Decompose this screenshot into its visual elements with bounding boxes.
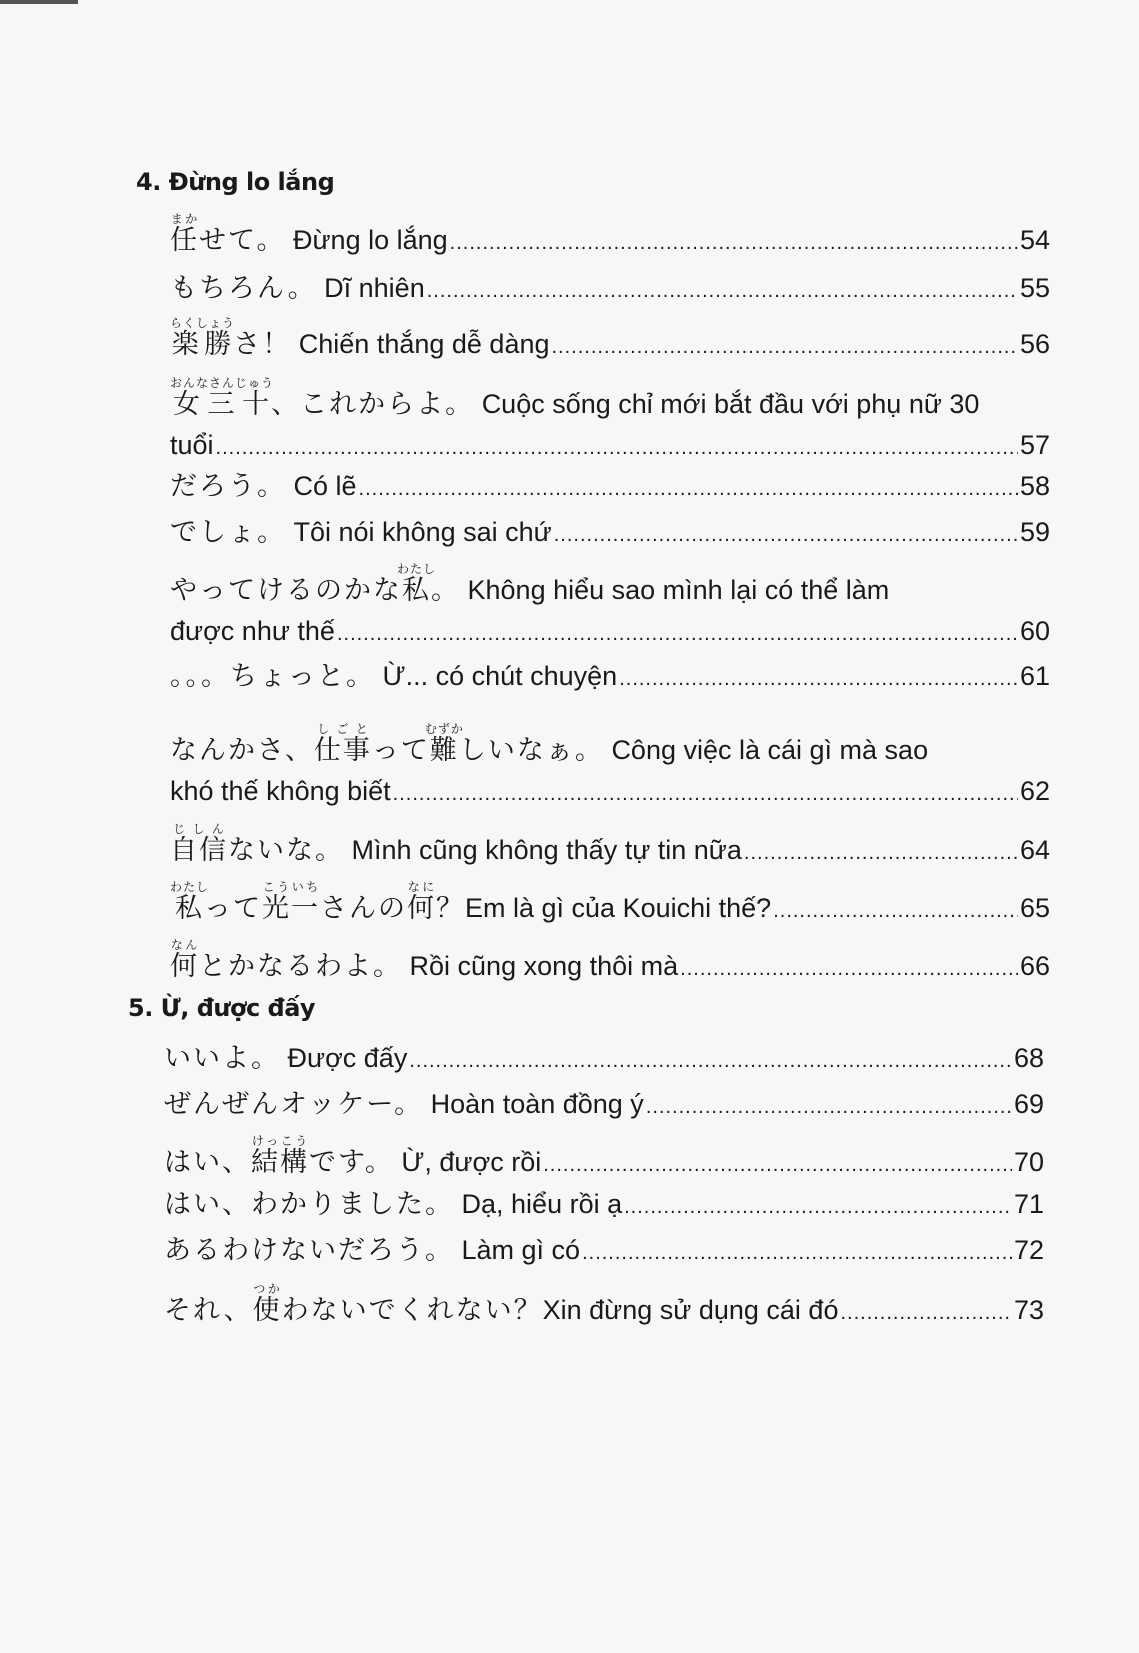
toc-entry[interactable]	[164, 1084, 1044, 1127]
leader-dots	[582, 1233, 1012, 1273]
entry-label: なんかさ、仕事しごとって難むずかしいなぁ。 Công việc là cái gì mà sao	[170, 722, 929, 766]
leader-dots	[393, 774, 1018, 814]
entry-label: 自信じしんないな。 Mình cũng không thấy tự tin nữa	[170, 822, 742, 866]
leader-dots	[359, 469, 1018, 509]
page-number: 72	[1013, 1235, 1044, 1265]
leader-dots	[543, 1145, 1012, 1185]
leader-dots	[216, 428, 1018, 468]
page-number: 59	[1019, 517, 1050, 547]
entry-label: もちろん。 Dĩ nhiên	[170, 273, 425, 304]
toc-entry[interactable]	[164, 1282, 1044, 1333]
leader-dots	[624, 1187, 1012, 1227]
page-number: 66	[1019, 951, 1050, 981]
leader-dots	[450, 223, 1018, 263]
page-number: 61	[1019, 661, 1050, 691]
entry-label: だろう。 Có lẽ	[170, 471, 357, 502]
page-number: 57	[1019, 430, 1050, 460]
entry-label: でしょ。 Tôi nói không sai chứ	[170, 517, 552, 548]
toc-entry[interactable]	[170, 562, 1050, 654]
toc-entry[interactable]	[164, 1134, 1044, 1185]
page-number: 62	[1019, 776, 1050, 806]
page-number: 70	[1013, 1147, 1044, 1177]
toc-entry[interactable]	[170, 656, 1050, 699]
toc-entry[interactable]	[164, 1230, 1044, 1273]
toc-entry[interactable]	[170, 212, 1050, 263]
entry-label: いいよ。 Được đấy	[164, 1043, 408, 1074]
entry-label: ぜんぜんオッケー。 Hoàn toàn đồng ý	[164, 1089, 644, 1120]
section-title-4: 4. Đừng lo lắng	[136, 168, 335, 196]
page-number: 68	[1013, 1043, 1044, 1073]
entry-label: やってけるのかな私わたし。 Không hiểu sao mình lại có thể làm	[170, 562, 890, 606]
toc-entry[interactable]	[170, 268, 1050, 311]
leader-dots	[840, 1293, 1011, 1333]
leader-dots	[409, 1041, 1012, 1081]
leader-dots	[619, 659, 1018, 699]
leader-dots	[773, 891, 1018, 931]
toc-entry[interactable]	[170, 512, 1050, 555]
entry-label-cont: được như thế	[170, 616, 335, 646]
entry-label: はい、わかりました。 Dạ, hiểu rồi ạ	[164, 1189, 623, 1220]
leader-dots	[552, 327, 1018, 367]
toc-entry[interactable]	[170, 376, 1050, 468]
entry-label: 私わたしって光一こういちさんの何なに？Em là gì của Kouichi thế?	[170, 880, 772, 924]
page-number: 55	[1019, 273, 1050, 303]
entry-label-cont: tuổi	[170, 430, 214, 460]
toc-entry[interactable]	[170, 722, 1050, 814]
toc-entry[interactable]	[170, 938, 1050, 989]
page-number: 73	[1013, 1295, 1044, 1325]
entry-label: それ、使つかわないでくれない？Xin đừng sử dụng cái đó	[164, 1282, 839, 1326]
page-number: 60	[1019, 616, 1050, 646]
page-number: 69	[1013, 1089, 1044, 1119]
entry-label: 。。。ちょっと。 Ừ... có chút chuyện	[170, 661, 618, 692]
page-number: 58	[1019, 471, 1050, 501]
page-number: 64	[1019, 835, 1050, 865]
toc-entry[interactable]	[164, 1184, 1044, 1227]
toc-entry[interactable]	[170, 880, 1050, 931]
scan-edge-mark	[0, 0, 78, 4]
page-number: 71	[1013, 1189, 1044, 1219]
leader-dots	[337, 614, 1018, 654]
entry-label: 何なんとかなるわよ。 Rồi cũng xong thôi mà	[170, 938, 679, 982]
leader-dots	[646, 1087, 1012, 1127]
entry-label: はい、結構けっこうです。 Ừ, được rồi	[164, 1134, 542, 1178]
toc-entry[interactable]	[170, 316, 1050, 367]
page-number: 56	[1019, 329, 1050, 359]
page-number: 54	[1019, 225, 1050, 255]
leader-dots	[427, 271, 1018, 311]
page-number: 65	[1019, 893, 1050, 923]
toc-entry[interactable]	[170, 822, 1050, 873]
entry-label: 任まかせて。 Đừng lo lắng	[170, 212, 448, 256]
leader-dots	[744, 833, 1018, 873]
toc-entry[interactable]	[170, 466, 1050, 509]
leader-dots	[554, 515, 1018, 555]
entry-label: あるわけないだろう。 Làm gì có	[164, 1235, 581, 1266]
entry-label-cont: khó thế không biết	[170, 776, 391, 806]
section-title-5: 5. Ừ, được đấy	[128, 994, 316, 1022]
entry-label: 女三十おんなさんじゅう、これからよ。 Cuộc sống chỉ mới bắt đầu với phụ nữ 30	[170, 376, 980, 420]
entry-label: 楽勝らくしょうさ！ Chiến thắng dễ dàng	[170, 316, 550, 360]
toc-entry[interactable]	[164, 1038, 1044, 1081]
leader-dots	[680, 949, 1018, 989]
